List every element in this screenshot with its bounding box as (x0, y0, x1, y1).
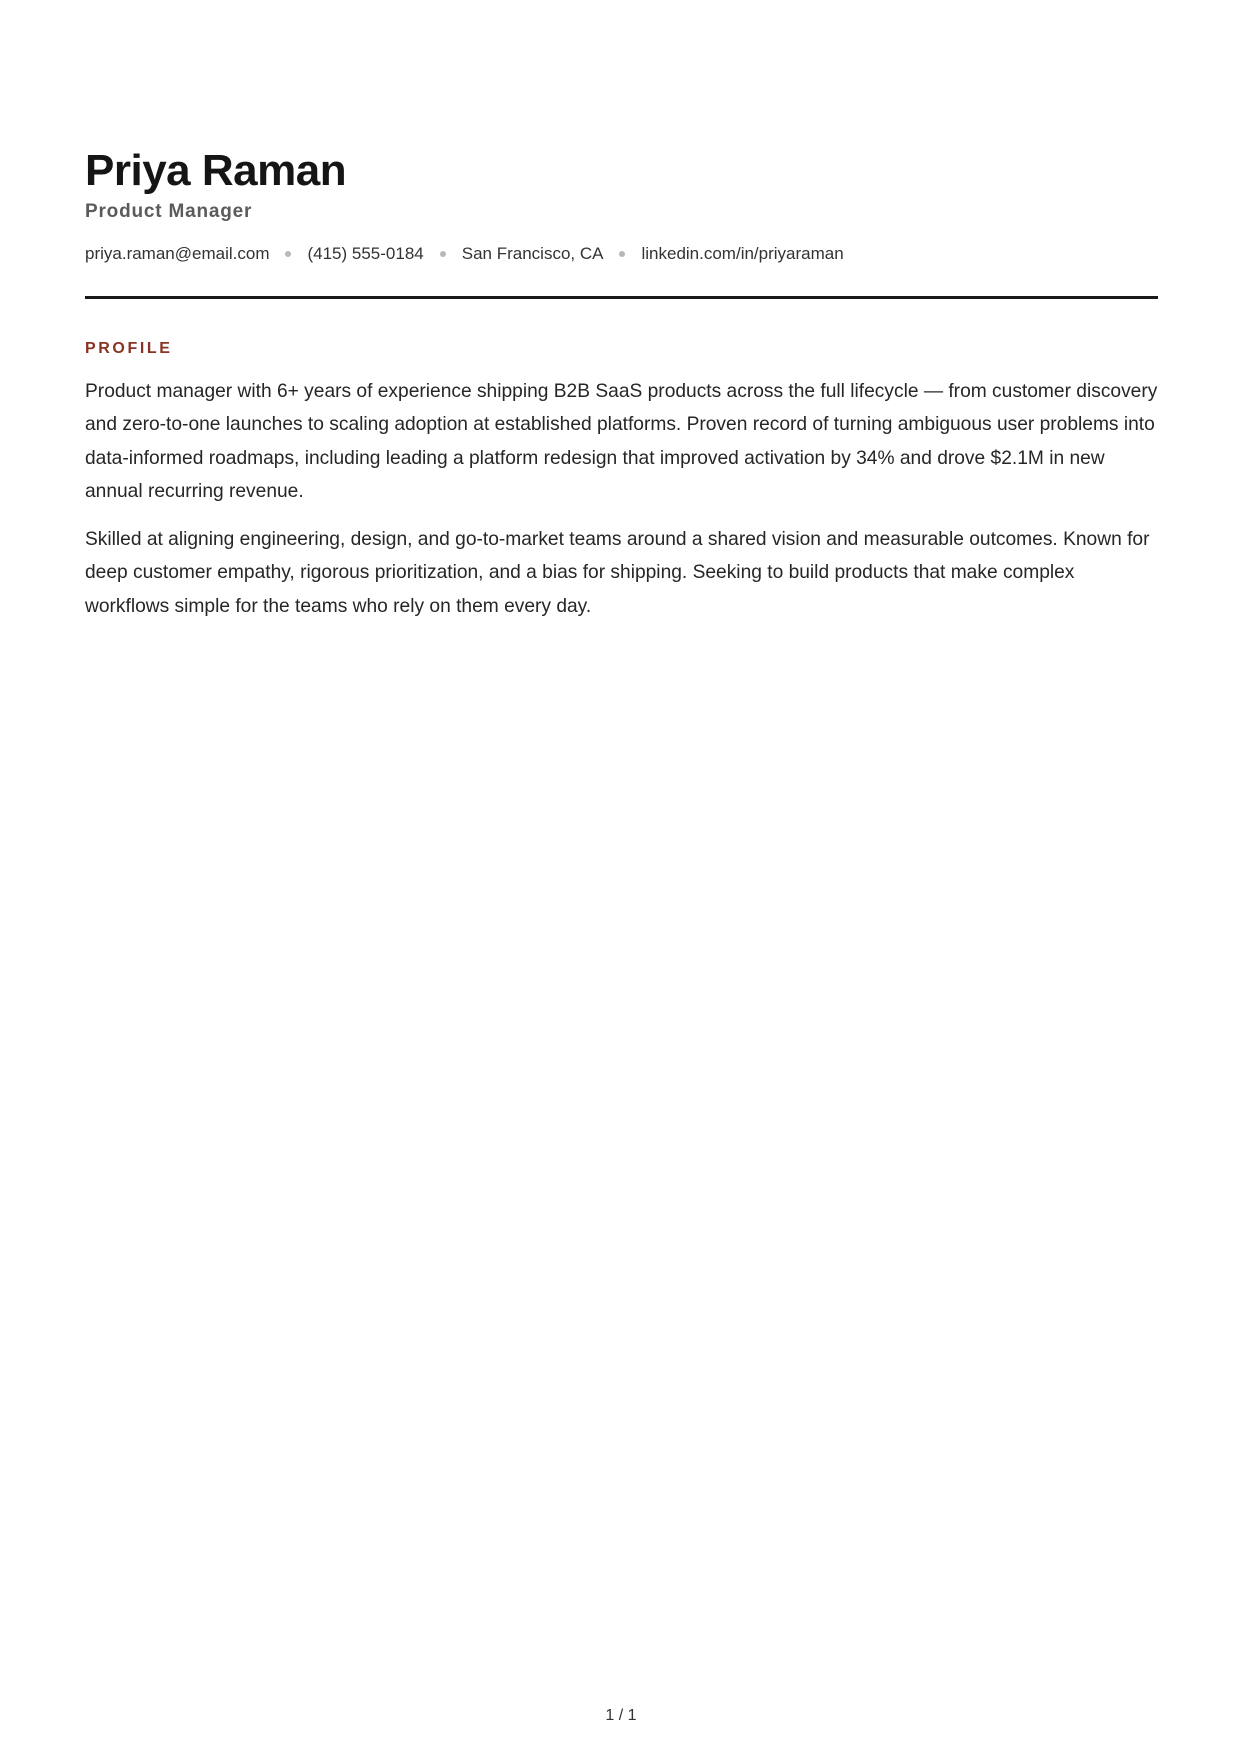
separator-dot-icon (440, 251, 446, 257)
candidate-role: Product Manager (85, 201, 253, 222)
header-divider (85, 296, 1158, 299)
separator-dot-icon (619, 251, 625, 257)
contact-line (85, 240, 844, 268)
contact-location: San Francisco, CA (461, 244, 604, 263)
profile-paragraph: Skilled at aligning engineering, design, and go-to-market teams around a shared vision and measurable outcomes. Known for deep customer empathy, rigorous prioritization, and a bias for shipping. Seeking to build products that make complex workflows simple for the teams who rely on them every day. (85, 529, 1150, 617)
contact-email: priya.raman@email.com (85, 244, 270, 263)
section-title-profile: PROFILE (85, 340, 173, 357)
contact-phone: (415) 555-0184 (307, 244, 424, 263)
page-indicator: 1 / 1 (605, 1707, 637, 1724)
separator-dot-icon (285, 251, 291, 257)
profile-paragraph: Product manager with 6+ years of experience shipping B2B SaaS products across the full lifecycle — from customer discovery and zero-to-one launches to scaling adoption at established platforms. Proven record of turning ambiguous user problems into data-informed roadmaps, including leading a platform redesign that improved activation by 34% and drove $2.1M in new annual recurring revenue. (85, 381, 1158, 503)
candidate-name: Priya Raman (85, 146, 347, 195)
contact-linkedin: linkedin.com/in/priyaraman (641, 244, 844, 263)
